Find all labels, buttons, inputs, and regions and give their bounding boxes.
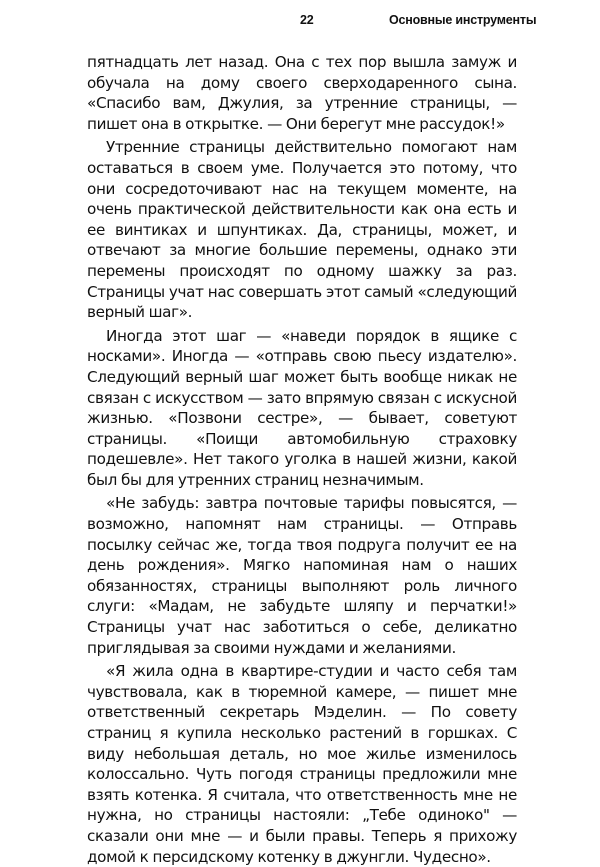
page-number: 22 — [300, 13, 314, 27]
paragraph: «Я жила одна в квартире-студии и часто себя там чувствовала, как в тюремной камере, — пишет мне ответственный секретарь Мэделин. — По совету страниц я купила несколько растений в горшках. С виду небольшая деталь, но мое жилье изменилось колоссально. Чуть погодя страницы предложили мне взять котенка. Я считала, что ответственность мне не нужна, но страницы настояли: „Тебе одиноко" — сказали они мне — и были правы. Теперь я прихожу домой к персидскому котенку в джунгли. Чудесно». — [87, 662, 517, 866]
paragraph: «Не забудь: завтра почтовые тарифы повысятся, — возможно, напомнят нам страницы. — Отправь посылку сейчас же, тогда твоя подруга получит ее на день рождения». Мягко напоминая нам о наших обязанностях, страницы выполняют роль личного слуги: «Мадам, не забудьте шляпу и перчатки!» Страницы учат нас заботиться о себе, деликатно приглядывая за своими нуждами и желаниями. — [87, 494, 517, 657]
page-header — [0, 13, 600, 33]
paragraph: Иногда этот шаг — «наведи порядок в ящике с носками». Иногда — «отправь свою пьесу издателю». Следующий верный шаг может быть вообще никак не связан с искусством — зато впрямую связан с искусной жизнью. «Позвони сестре», — бывает, советуют страницы. «Поищи автомобильную страховку подешевле». Нет такого уголка в нашей жизни, какой был бы для утренних страниц незначимым. — [87, 326, 517, 489]
running-title: Основные инструменты — [389, 13, 537, 27]
body-text — [87, 52, 517, 867]
paragraph: Утренние страницы действительно помогают нам оставаться в своем уме. Получается это потому, что они сосредоточивают нас на текущем моменте, на очень практической действительности как она есть и ее винтиках и шпунтиках. Да, страницы, может, и отвечают за многие большие перемены, однако эти перемены происходят по одному шажку за раз. Страницы учат нас совершать этот самый «следующий верный шаг». — [87, 138, 517, 322]
paragraph-continuation: пятнадцать лет назад. Она с тех пор вышла замуж и обучала на дому своего сверходаренного сына. «Спасибо вам, Джулия, за утренние страницы, — пишет она в открытке. — Они берегут мне рассудок!» — [87, 53, 517, 133]
